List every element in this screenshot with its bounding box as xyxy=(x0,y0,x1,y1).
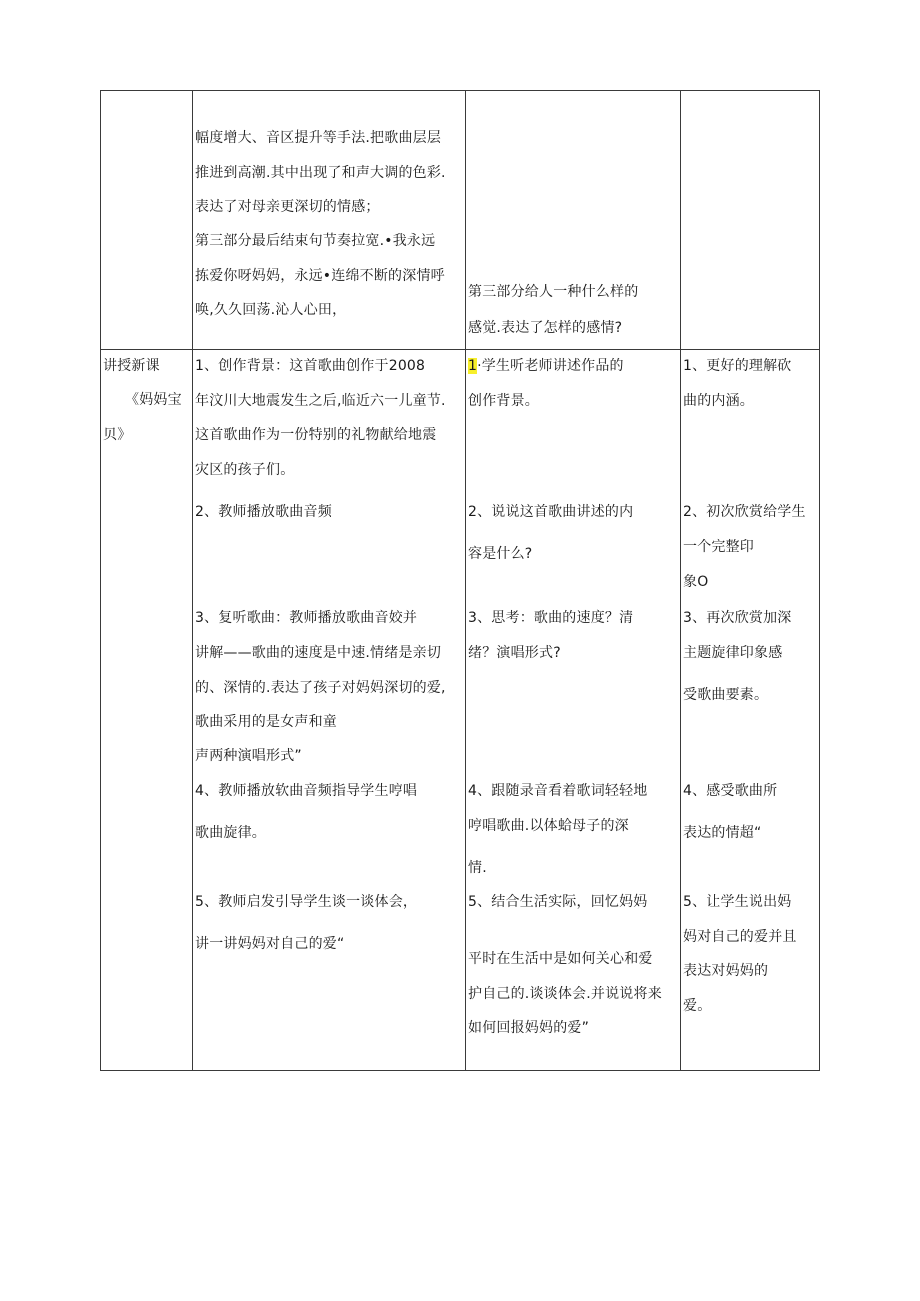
text-line: 表达对妈妈的 xyxy=(683,963,769,979)
text-line: 4、跟随录音看着歌词轻轻地 xyxy=(468,783,648,799)
design-intent-cell-empty xyxy=(681,91,820,350)
text-line: 歌曲采用的是女声和童 xyxy=(195,714,337,730)
text-line: 2、教师播放歌曲音频 xyxy=(195,504,332,520)
text-line: 1、更好的理解砍 xyxy=(683,358,792,374)
text-line: 受歌曲要素。 xyxy=(683,687,769,703)
text-line: 2、说说这首歌曲讲述的内 xyxy=(468,504,634,520)
text-line: 拣爱你呀妈妈，永远•连绵不断的深情呼 xyxy=(195,268,445,284)
table-row xyxy=(101,91,820,350)
text-line: 3、复听歌曲：教师播放歌曲音姣并 xyxy=(195,610,418,626)
text-line: 4、教师播放软曲音频指导学生哼唱 xyxy=(195,783,418,799)
text-line: 幅度增大、音区提升等手法.把歌曲层层 xyxy=(195,130,442,146)
text-line: 象O xyxy=(683,574,709,590)
teacher-activity-cell xyxy=(193,91,466,350)
design-intent-cell xyxy=(681,350,820,1071)
highlighted-number: 1 xyxy=(468,358,478,374)
student-activity-cell xyxy=(466,91,681,350)
text-fragment: ·学生听老师讲述作品的 xyxy=(477,358,624,374)
text-line: 如何回报妈妈的爱” xyxy=(468,1020,590,1036)
text-line: 唤,久久回荡.沁人心田， xyxy=(195,302,347,318)
text-line: 爱。 xyxy=(683,998,712,1014)
section-label: 讲授新课 xyxy=(103,358,160,374)
text-line: 2、初次欣赏给学生 xyxy=(683,504,806,520)
text-line: 护自己的.谈谈体会.并说说将来 xyxy=(468,986,662,1002)
text-line: 情. xyxy=(468,860,487,876)
text-line: 的、深情的.表达了孩子对妈妈深切的爱, xyxy=(195,680,446,696)
table-row xyxy=(101,350,820,1071)
text-line: 4、感受歌曲所 xyxy=(683,783,778,799)
text-line: 年汶川大地震发生之后,临近六一儿童节. xyxy=(195,393,446,409)
song-title-line: 贝》 xyxy=(103,427,132,443)
text-line: 灾区的孩子们。 xyxy=(195,462,295,478)
text-line: 5、让学生说出妈 xyxy=(683,894,792,910)
text-line: 绪？演唱形式? xyxy=(468,645,561,661)
text-line: 容是什么? xyxy=(468,546,533,562)
text-line: 5、结合生活实际，回忆妈妈 xyxy=(468,894,648,910)
text-line: 5、教师启发引导学生谈一谈体会， xyxy=(195,894,418,910)
text-line: 第三部分最后结束句节奏拉宽.•我永远 xyxy=(195,233,436,249)
text-line: 声两种演唱形式” xyxy=(195,748,302,764)
text-line: 主题旋律印象感 xyxy=(683,645,783,661)
text-line: 第三部分给人一种什么样的 xyxy=(468,284,639,300)
text-line: 1、创作背景：这首歌曲创作于2008 xyxy=(195,358,426,374)
text-line: 妈对自己的爱并且 xyxy=(683,929,797,945)
song-title-line: 《妈妈宝 xyxy=(125,392,182,408)
lesson-plan-table xyxy=(100,90,820,1071)
text-line: 讲解——歌曲的速度是中速.情绪是亲切 xyxy=(195,645,442,661)
teacher-activity-cell xyxy=(193,350,466,1071)
text-line: 3、思考：歌曲的速度？清 xyxy=(468,610,634,626)
text-line: 平时在生活中是如何关心和爱 xyxy=(468,951,653,967)
text-line: 一个完整印 xyxy=(683,539,754,555)
section-cell-empty xyxy=(101,91,193,350)
text-line: 这首歌曲作为一份特别的礼物献给地震 xyxy=(195,427,437,443)
text-line: 歌曲旋律。 xyxy=(195,825,266,841)
text-line: 创作背景。 xyxy=(468,393,539,409)
student-activity-cell xyxy=(466,350,681,1071)
text-line: 表达了对母亲更深切的情感； xyxy=(195,199,380,215)
text-line: 感觉.表达了怎样的感情? xyxy=(468,320,623,336)
text-line: 曲的内涵。 xyxy=(683,393,754,409)
section-cell xyxy=(101,350,193,1071)
text-line: 3、再次欣赏加深 xyxy=(683,610,792,626)
text-line: 推进到高潮.其中出现了和声大调的色彩. xyxy=(195,165,446,181)
text-line: 哼唱歌曲.以体蛤母子的深 xyxy=(468,818,629,834)
text-line: 表达的情超“ xyxy=(683,825,762,841)
text-line: 讲一讲妈妈对自己的爱“ xyxy=(195,936,345,952)
text-line xyxy=(468,357,624,375)
